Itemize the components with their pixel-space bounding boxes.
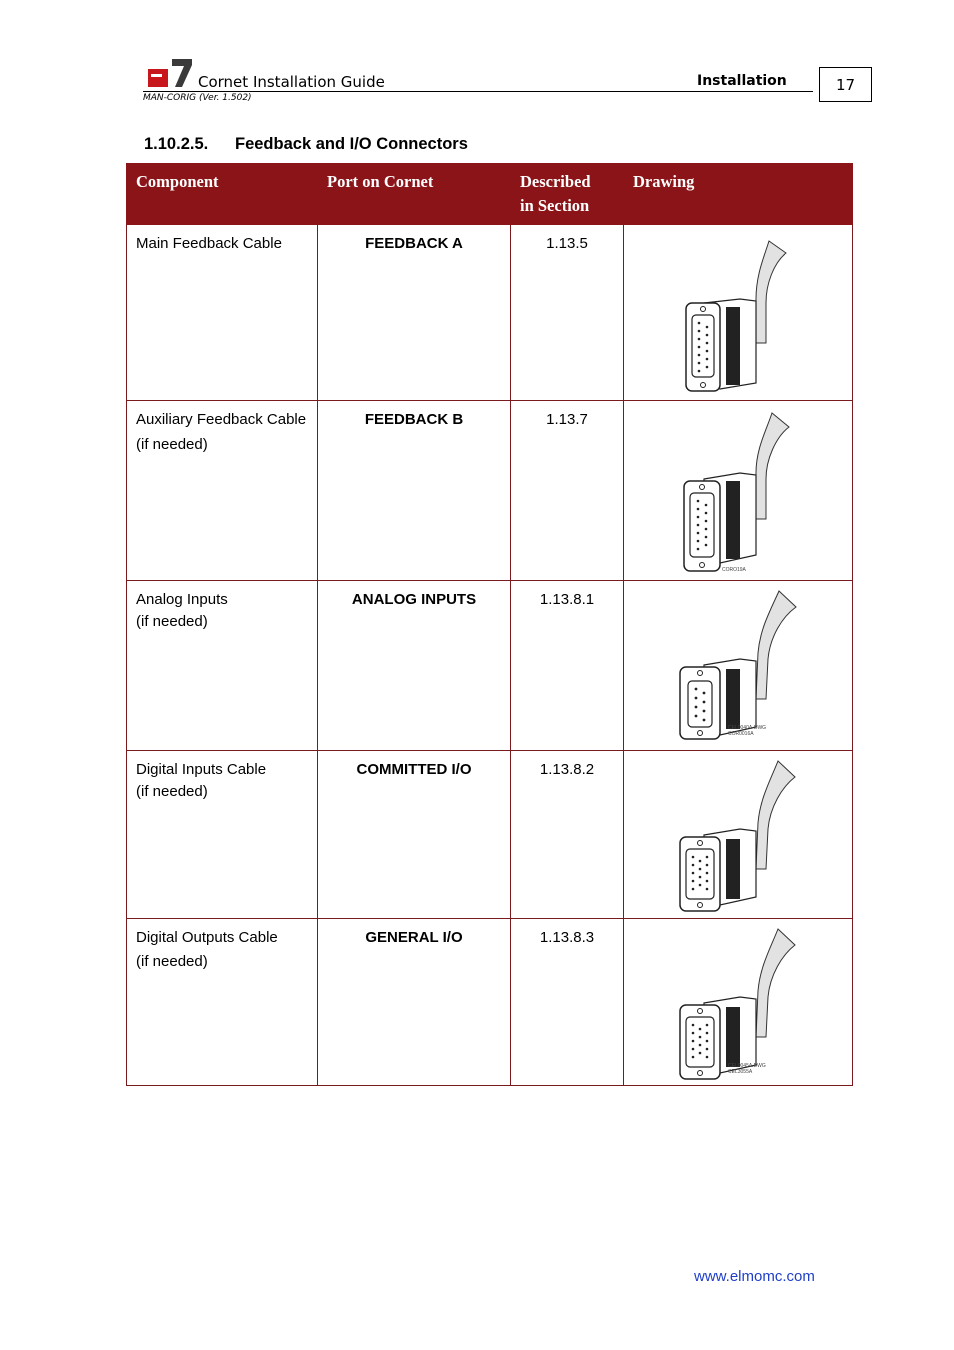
section-title: Feedback and I/O Connectors (235, 135, 468, 153)
svg-text:COR0016A: COR0016A (728, 731, 754, 737)
component-cell: Analog Inputs (if needed) (127, 581, 318, 751)
drawing-cell (624, 581, 853, 751)
port-cell: ANALOG INPUTS (318, 581, 511, 751)
page-number: 17 (819, 67, 872, 102)
drawing-cell (624, 401, 853, 581)
header-port: Port on Cornet (318, 164, 511, 225)
section-heading (144, 135, 468, 154)
connector-drawing-icon (674, 589, 804, 745)
header-described: Described in Section (511, 164, 624, 225)
svg-text:CEL0045A.DWG: CEL0045A.DWG (728, 1063, 766, 1069)
port-cell: GENERAL I/O (318, 919, 511, 1086)
table-row (127, 751, 853, 919)
svg-text:CEL0040A-DWG: CEL0040A-DWG (728, 725, 767, 731)
table-row (127, 225, 853, 401)
table-header-row (127, 164, 853, 225)
section-cell: 1.13.8.2 (511, 751, 624, 919)
component-cell: Main Feedback Cable (127, 225, 318, 401)
section-cell: 1.13.8.3 (511, 919, 624, 1086)
component-cell: Auxiliary Feedback Cable (if needed) (127, 401, 318, 581)
table-row (127, 401, 853, 581)
section-cell: 1.13.8.1 (511, 581, 624, 751)
component-cell: Digital Inputs Cable (if needed) (127, 751, 318, 919)
port-cell: COMMITTED I/O (318, 751, 511, 919)
header-drawing: Drawing (624, 164, 853, 225)
drawing-cell (624, 225, 853, 401)
connector-drawing-icon (674, 409, 804, 573)
chapter-title: Installation (697, 73, 787, 89)
connectors-table (126, 163, 853, 1086)
header-rule (143, 91, 813, 92)
drawing-cell (624, 919, 853, 1086)
connector-drawing-icon (674, 233, 804, 393)
svg-text:CEL3055A: CEL3055A (728, 1069, 753, 1075)
drawing-cell (624, 751, 853, 919)
connector-drawing-icon (674, 927, 804, 1083)
connector-drawing-icon (674, 759, 804, 915)
port-cell: FEEDBACK A (318, 225, 511, 401)
page-header (143, 57, 873, 107)
elmo-logo-icon (148, 57, 194, 89)
website-link[interactable]: www.elmomc.com (694, 1268, 815, 1285)
port-cell: FEEDBACK B (318, 401, 511, 581)
section-cell: 1.13.7 (511, 401, 624, 581)
header-component: Component (127, 164, 318, 225)
table-row (127, 581, 853, 751)
svg-text:CORO19A: CORO19A (722, 567, 746, 573)
table-row (127, 919, 853, 1086)
document-title: Cornet Installation Guide (198, 73, 385, 91)
document-version: MAN-CORIG (Ver. 1.502) (143, 93, 252, 103)
component-cell: Digital Outputs Cable (if needed) (127, 919, 318, 1086)
section-number: 1.10.2.5. (144, 135, 209, 153)
section-cell: 1.13.5 (511, 225, 624, 401)
